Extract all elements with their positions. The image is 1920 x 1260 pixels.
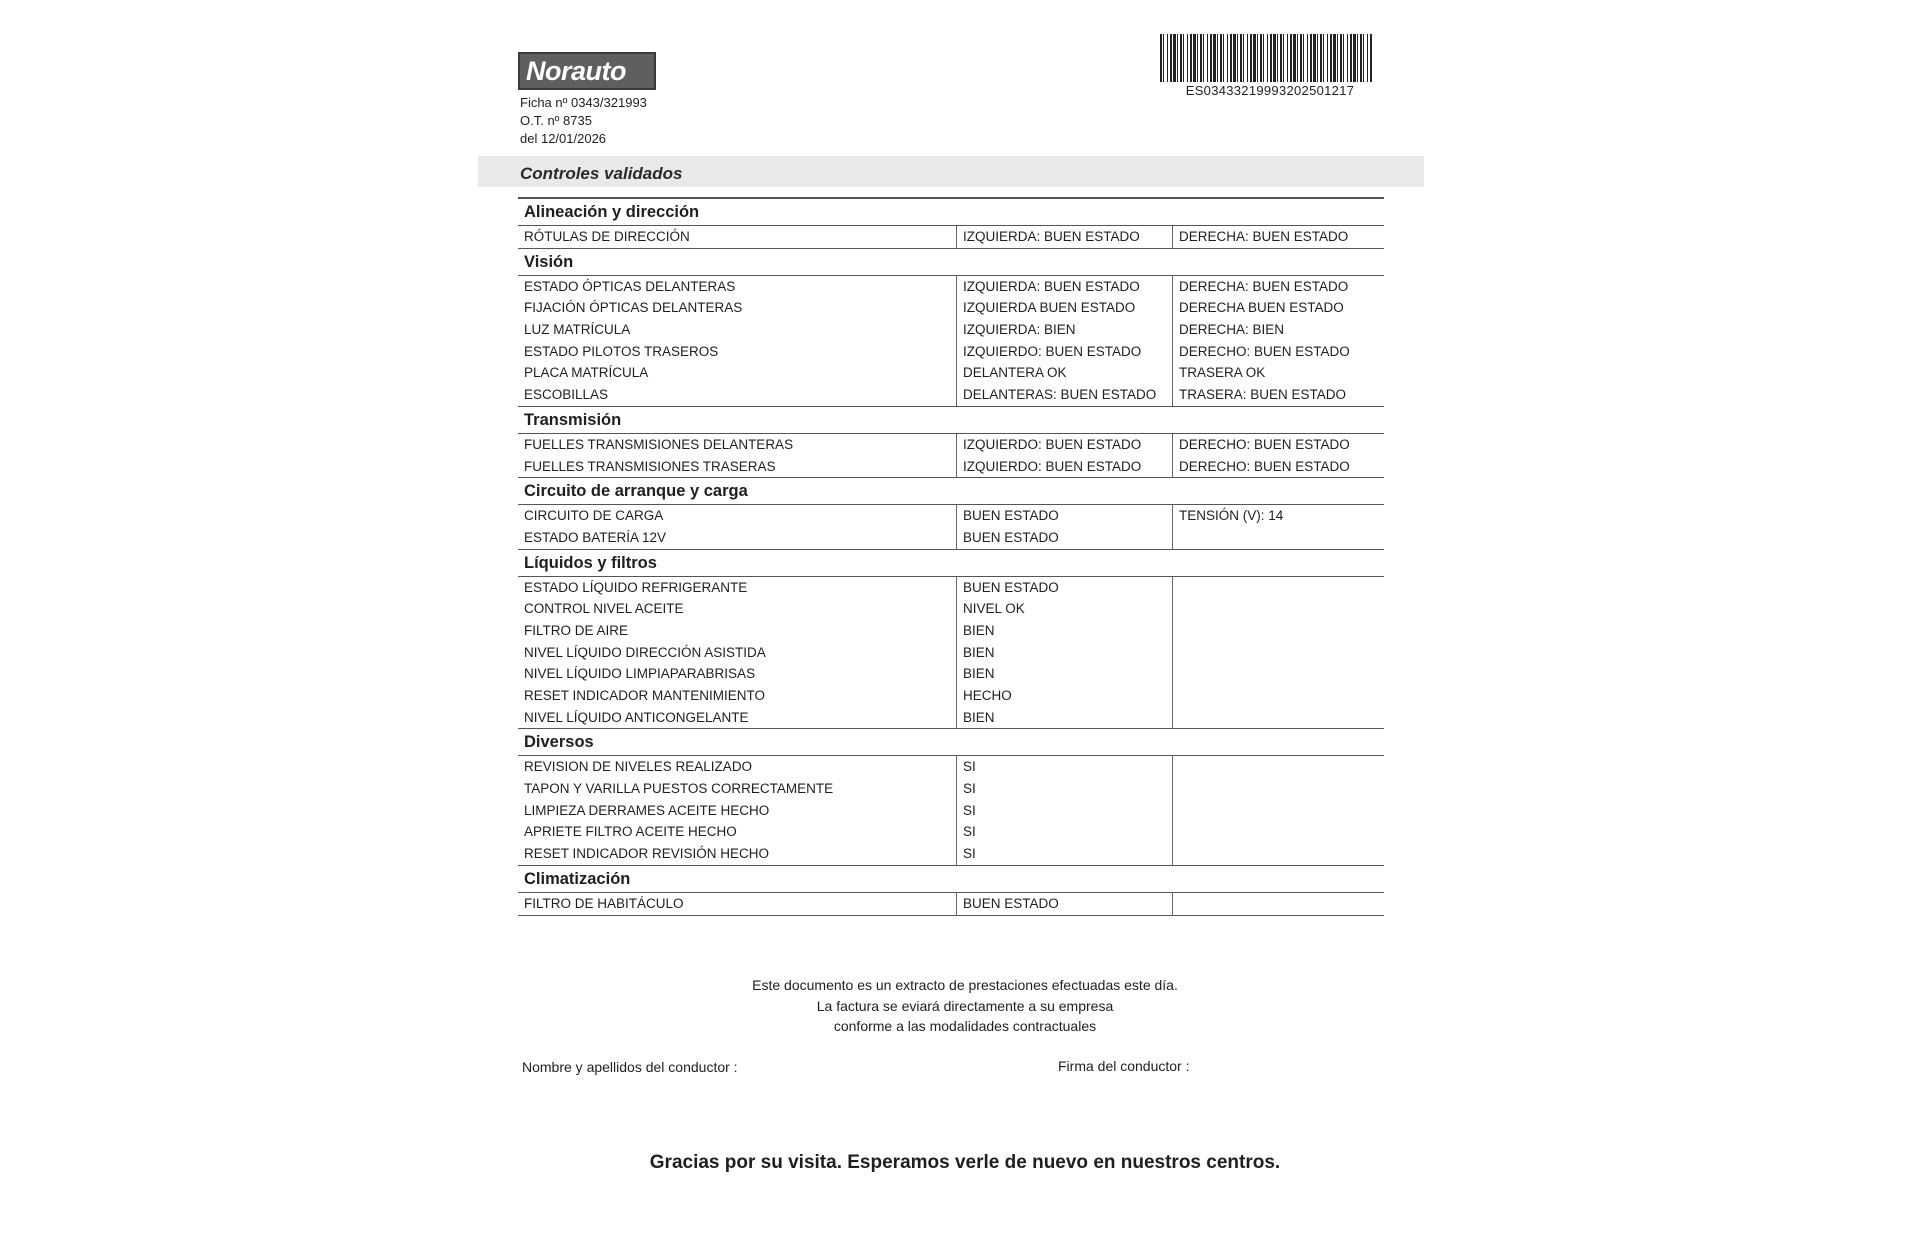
barcode-bar — [1277, 34, 1278, 82]
driver-name-label: Nombre y apellidos del conductor : — [522, 1059, 738, 1075]
table-row — [518, 456, 1384, 478]
barcode-bar — [1257, 34, 1258, 82]
control-name: ESTADO ÓPTICAS DELANTERAS — [524, 278, 736, 294]
control-name: RESET INDICADOR MANTENIMIENTO — [524, 688, 766, 703]
barcode-bar — [1250, 34, 1252, 82]
control-extra — [1172, 800, 1384, 822]
barcode-bar — [1267, 34, 1268, 82]
control-result: BIEN — [956, 620, 1172, 642]
control-extra — [1172, 598, 1384, 620]
table-row — [518, 527, 1384, 549]
control-extra — [1172, 843, 1384, 865]
barcode-bar — [1187, 34, 1188, 82]
barcode-bar — [1353, 34, 1356, 82]
barcode-bar — [1210, 34, 1212, 82]
control-name: LIMPIEZA DERRAMES ACEITE HECHO — [524, 802, 770, 818]
barcode-bar — [1347, 34, 1348, 82]
control-result: SI — [956, 800, 1172, 822]
table-row — [518, 598, 1384, 620]
table-row — [518, 893, 1384, 915]
header-info — [520, 94, 647, 148]
table-row — [518, 226, 1384, 248]
table-row — [518, 707, 1384, 729]
table-row — [518, 577, 1384, 599]
control-name: FILTRO DE AIRE — [524, 622, 629, 638]
control-name: NIVEL LÍQUIDO LIMPIAPARABRISAS — [524, 666, 756, 682]
control-extra: DERECHA: BUEN ESTADO — [1172, 276, 1384, 298]
control-extra — [1172, 778, 1384, 800]
ot-number: O.T. nº 8735 — [520, 113, 592, 128]
document-date: del 12/01/2026 — [520, 131, 607, 146]
group-header: Transmisión — [518, 407, 1384, 434]
control-extra: TENSIÓN (V): 14 — [1172, 505, 1384, 527]
barcode-bar — [1360, 34, 1362, 82]
group-rows — [518, 505, 1384, 549]
barcode-bar — [1303, 34, 1304, 82]
control-name: ESTADO BATERÍA 12V — [524, 529, 667, 545]
barcode-bar — [1320, 34, 1322, 82]
control-result: IZQUIERDA BUEN ESTADO — [956, 297, 1172, 319]
barcode-bar — [1280, 34, 1282, 82]
control-result: IZQUIERDO: BUEN ESTADO — [956, 456, 1172, 478]
control-result: BIEN — [956, 642, 1172, 664]
group-header: Alineación y dirección — [518, 199, 1384, 226]
table-row — [518, 800, 1384, 822]
barcode-bar — [1240, 34, 1242, 82]
barcode-bar — [1307, 34, 1308, 82]
control-name: REVISION DE NIVELES REALIZADO — [524, 759, 753, 775]
control-extra — [1172, 620, 1384, 642]
table-row — [518, 756, 1384, 778]
group-rows — [518, 893, 1384, 916]
group-header: Visión — [518, 249, 1384, 276]
barcode-bar — [1330, 34, 1332, 82]
barcode-bar — [1243, 34, 1244, 82]
barcode-bar — [1200, 34, 1202, 82]
control-name: TAPON Y VARILLA PUESTOS CORRECTAMENTE — [524, 781, 834, 797]
control-name: FUELLES TRANSMISIONES DELANTERAS — [524, 436, 794, 452]
control-extra — [1172, 577, 1384, 599]
thanks-message: Gracias por su visita. Esperamos verle de nuevo en nuestros centros. — [649, 1152, 1281, 1173]
barcode-bar — [1260, 34, 1262, 82]
group-rows — [518, 434, 1384, 478]
control-result: BUEN ESTADO — [956, 527, 1172, 549]
barcode-bar — [1300, 34, 1302, 82]
barcode-bar — [1327, 34, 1328, 82]
control-result: BIEN — [956, 663, 1172, 685]
control-name: ESTADO LÍQUIDO REFRIGERANTE — [524, 579, 748, 595]
group-header: Líquidos y filtros — [518, 550, 1384, 577]
barcode-bar — [1207, 34, 1208, 82]
barcode-bar — [1247, 34, 1248, 82]
control-extra — [1172, 642, 1384, 664]
driver-signature-label: Firma del conductor : — [1058, 1058, 1190, 1074]
barcode-bar — [1370, 34, 1372, 82]
barcode-bar — [1220, 34, 1222, 82]
barcode-bar — [1367, 34, 1368, 82]
barcode-bar — [1217, 34, 1218, 82]
barcode-bar — [1297, 34, 1298, 82]
barcode-bar — [1313, 34, 1316, 82]
control-name: APRIETE FILTRO ACEITE HECHO — [524, 824, 737, 840]
table-row — [518, 276, 1384, 298]
control-extra: TRASERA OK — [1172, 362, 1384, 384]
control-extra: TRASERA: BUEN ESTADO — [1172, 384, 1384, 406]
control-result: IZQUIERDA: BIEN — [956, 319, 1172, 341]
table-row — [518, 384, 1384, 406]
control-extra — [1172, 707, 1384, 729]
control-result: SI — [956, 843, 1172, 865]
barcode-bar — [1173, 34, 1176, 82]
control-extra — [1172, 685, 1384, 707]
control-extra: DERECHO: BUEN ESTADO — [1172, 456, 1384, 478]
barcode-bar — [1197, 34, 1198, 82]
barcode-number: ES03433219993202501217 — [1185, 83, 1355, 98]
control-result: SI — [956, 756, 1172, 778]
barcode-block — [1160, 34, 1380, 98]
control-result: DELANTERA OK — [956, 362, 1172, 384]
control-name: PLACA MATRÍCULA — [524, 365, 649, 381]
control-result: IZQUIERDO: BUEN ESTADO — [956, 341, 1172, 363]
barcode-bar — [1273, 34, 1276, 82]
barcode-bar — [1253, 34, 1256, 82]
barcode-bar — [1233, 34, 1236, 82]
control-result: BUEN ESTADO — [956, 577, 1172, 599]
barcode-bar — [1270, 34, 1272, 82]
barcode-bar — [1237, 34, 1238, 82]
group-rows — [518, 577, 1384, 730]
barcode-bar — [1333, 34, 1336, 82]
table-row — [518, 685, 1384, 707]
group-rows — [518, 276, 1384, 407]
control-name: CIRCUITO DE CARGA — [524, 508, 664, 524]
control-name: CONTROL NIVEL ACEITE — [524, 601, 684, 617]
control-name: FUELLES TRANSMISIONES TRASERAS — [524, 458, 776, 474]
control-result: SI — [956, 778, 1172, 800]
group-rows — [518, 756, 1384, 865]
barcode-bar — [1310, 34, 1312, 82]
control-name: RÓTULAS DE DIRECCIÓN — [524, 229, 690, 244]
control-name: ESTADO PILOTOS TRASEROS — [524, 343, 719, 359]
controls-table — [518, 197, 1384, 916]
table-row — [518, 778, 1384, 800]
control-name: RESET INDICADOR REVISIÓN HECHO — [524, 846, 770, 862]
control-result: DELANTERAS: BUEN ESTADO — [956, 384, 1172, 406]
barcode-bar — [1363, 34, 1364, 82]
barcode-bar — [1290, 34, 1292, 82]
group-header: Diversos — [518, 729, 1384, 756]
control-result: IZQUIERDO: BUEN ESTADO — [956, 434, 1172, 456]
footer-note-line: Este documento es un extracto de prestaciones efectuadas este día. — [752, 977, 1178, 993]
barcode-icon — [1160, 34, 1374, 82]
control-extra: DERECHA: BUEN ESTADO — [1172, 226, 1384, 248]
footer-note-line: La factura se eviará directamente a su empresa — [816, 997, 1114, 1014]
barcode-bar — [1227, 34, 1228, 82]
control-result: SI — [956, 821, 1172, 843]
control-extra — [1172, 663, 1384, 685]
barcode-bar — [1230, 34, 1232, 82]
control-result: BIEN — [956, 707, 1172, 729]
table-row — [518, 297, 1384, 319]
table-row — [518, 821, 1384, 843]
footer-note-line: conforme a las modalidades contractuales — [833, 1018, 1097, 1034]
control-extra — [1172, 527, 1384, 549]
control-extra: DERECHO: BUEN ESTADO — [1172, 341, 1384, 363]
control-result: BUEN ESTADO — [956, 893, 1172, 915]
barcode-bar — [1177, 34, 1178, 82]
barcode-bar — [1263, 34, 1264, 82]
control-extra — [1172, 821, 1384, 843]
control-result: HECHO — [956, 685, 1172, 707]
control-extra — [1172, 756, 1384, 778]
barcode-bar — [1283, 34, 1284, 82]
table-row — [518, 341, 1384, 363]
barcode-bar — [1160, 34, 1162, 82]
table-row — [518, 620, 1384, 642]
barcode-bar — [1337, 34, 1338, 82]
control-extra: DERECHO: BUEN ESTADO — [1172, 434, 1384, 456]
control-result: BUEN ESTADO — [956, 505, 1172, 527]
control-result: IZQUIERDA: BUEN ESTADO — [956, 276, 1172, 298]
control-result: NIVEL OK — [956, 598, 1172, 620]
barcode-bar — [1357, 34, 1358, 82]
barcode-bar — [1170, 34, 1172, 82]
barcode-bar — [1340, 34, 1342, 82]
barcode-bar — [1343, 34, 1344, 82]
table-row — [518, 434, 1384, 456]
table-row — [518, 505, 1384, 527]
control-result: IZQUIERDA: BUEN ESTADO — [956, 226, 1172, 248]
norauto-logo: Norauto — [518, 52, 656, 90]
group-header: Climatización — [518, 866, 1384, 893]
footer-note — [470, 975, 1460, 1037]
control-extra — [1172, 893, 1384, 915]
barcode-bar — [1287, 34, 1288, 82]
barcode-bar — [1163, 34, 1164, 82]
control-extra: DERECHA BUEN ESTADO — [1172, 297, 1384, 319]
barcode-bar — [1193, 34, 1196, 82]
barcode-bar — [1223, 34, 1224, 82]
barcode-bar — [1180, 34, 1182, 82]
table-row — [518, 319, 1384, 341]
table-row — [518, 663, 1384, 685]
control-name: LUZ MATRÍCULA — [524, 322, 631, 338]
control-name: NIVEL LÍQUIDO DIRECCIÓN ASISTIDA — [524, 644, 766, 660]
barcode-bar — [1317, 34, 1318, 82]
barcode-bar — [1323, 34, 1324, 82]
barcode-bar — [1203, 34, 1204, 82]
group-header: Circuito de arranque y carga — [518, 478, 1384, 505]
table-row — [518, 362, 1384, 384]
document-page — [470, 0, 1460, 1260]
barcode-bar — [1293, 34, 1296, 82]
barcode-bar — [1350, 34, 1352, 82]
barcode-bar — [1183, 34, 1184, 82]
group-rows — [518, 226, 1384, 249]
control-name: FILTRO DE HABITÁCULO — [524, 895, 684, 911]
control-extra: DERECHA: BIEN — [1172, 319, 1384, 341]
barcode-bar — [1190, 34, 1192, 82]
control-name: NIVEL LÍQUIDO ANTICONGELANTE — [524, 709, 749, 725]
control-name: FIJACIÓN ÓPTICAS DELANTERAS — [524, 300, 743, 316]
barcode-bar — [1167, 34, 1168, 82]
table-row — [518, 843, 1384, 865]
section-title: Controles validados — [520, 164, 683, 183]
ficha-number: Ficha nº 0343/321993 — [520, 95, 647, 110]
control-name: ESCOBILLAS — [524, 387, 609, 403]
table-row — [518, 642, 1384, 664]
barcode-bar — [1213, 34, 1216, 82]
